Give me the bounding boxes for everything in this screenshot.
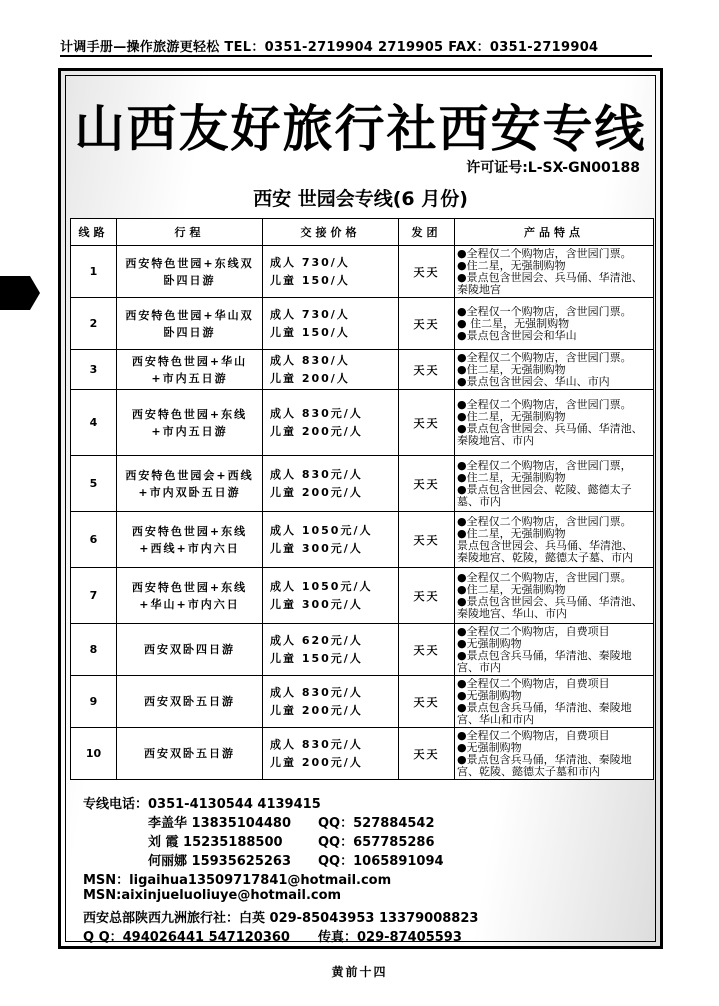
feature-line: ●全程仅二个购物店，含世园门票。 xyxy=(457,571,632,584)
route-features xyxy=(455,676,654,728)
arrow-tab-icon xyxy=(0,276,40,310)
feature-line: 秦陵地宫、乾陵，懿德太子墓、市内 xyxy=(457,551,633,564)
price-adult: 成人 830元/人 xyxy=(270,406,363,420)
table-row xyxy=(71,350,654,390)
route-itinerary: 西安双卧五日游 xyxy=(117,728,263,780)
route-price xyxy=(263,456,399,512)
xian-hq-row xyxy=(83,907,643,926)
feature-line: ●全程仅二个购物店，含世园门票。 xyxy=(457,247,632,260)
table-body xyxy=(71,246,654,780)
contact-person-row xyxy=(83,812,643,831)
table-header-row xyxy=(71,219,654,246)
feature-line: ●全程仅二个购物店，含世园门票。 xyxy=(457,398,632,411)
table-row xyxy=(71,246,654,298)
route-itinerary: 西安双卧四日游 xyxy=(117,624,263,676)
table-row xyxy=(71,298,654,350)
column-header: 产品特点 xyxy=(455,219,654,246)
page-title: 山西友好旅行社西安专线 xyxy=(74,99,647,158)
column-header: 交接价格 xyxy=(263,219,399,246)
price-adult: 成人 830元/人 xyxy=(270,467,363,481)
route-price xyxy=(263,624,399,676)
feature-line: ●住二星，无强制购物 xyxy=(457,471,566,484)
route-price xyxy=(263,350,399,390)
msn-row xyxy=(83,888,643,907)
feature-line: ●景点包含世园会、兵马俑、华清池、 xyxy=(457,422,643,435)
feature-line: 宫、华山和市内 xyxy=(457,713,534,726)
route-features xyxy=(455,728,654,780)
route-number: 6 xyxy=(71,512,117,568)
license-number: 许可证号:L-SX-GN00188 xyxy=(466,160,640,176)
price-child: 儿童 300元/人 xyxy=(270,541,363,555)
header-text: 计调手册—操作旅游更轻松 TEL：0351-2719904 2719905 FAX：0351-2719904 xyxy=(60,40,599,55)
fax-number: 传真：029-87405593 xyxy=(318,930,462,945)
feature-line: 宫、市内 xyxy=(457,661,501,674)
route-itinerary: 西安特色世园+东线双卧四日游 xyxy=(117,246,263,298)
price-child: 儿童 200元/人 xyxy=(270,755,363,769)
feature-line: ●景点包含兵马俑，华清池、秦陵地 xyxy=(457,753,632,766)
route-departure: 天天 xyxy=(399,246,455,298)
route-price xyxy=(263,568,399,624)
xian-hq-text: 西安总部陕西九洲旅行社：白英 029-85043953 13379008823 xyxy=(83,911,479,926)
price-adult: 成人 1050元/人 xyxy=(270,579,373,593)
route-features xyxy=(455,246,654,298)
route-features xyxy=(455,390,654,456)
contact-person-row xyxy=(83,831,643,850)
table-row xyxy=(71,568,654,624)
route-departure: 天天 xyxy=(399,676,455,728)
price-adult: 成人 620元/人 xyxy=(270,633,363,647)
route-itinerary: 西安特色世园+东线+西线+市内六日 xyxy=(117,512,263,568)
price-child: 儿童 300元/人 xyxy=(270,597,363,611)
table-row xyxy=(71,456,654,512)
contact-qq: QQ：657785286 xyxy=(318,835,435,850)
feature-line: ●景点包含世园会、兵马俑、华清池、 xyxy=(457,595,643,608)
price-adult: 成人 1050元/人 xyxy=(270,523,373,537)
route-price xyxy=(263,298,399,350)
column-header: 行程 xyxy=(117,219,263,246)
header-bar xyxy=(60,36,652,54)
column-header: 发团 xyxy=(399,219,455,246)
hotline-text: 专线电话：0351-4130544 4139415 xyxy=(83,797,321,812)
feature-line: ● 住二星，无强制购物 xyxy=(457,317,570,330)
price-adult: 成人 730/人 xyxy=(270,255,350,269)
feature-line: ●全程仅二个购物店，含世园门票， xyxy=(457,459,632,472)
feature-line: 秦陵地宫、市内 xyxy=(457,434,534,447)
route-features xyxy=(455,350,654,390)
msn-address: MSN:aixinjueluoliuye@hotmail.com xyxy=(83,888,342,903)
feature-line: ●全程仅二个购物店，含世园门票。 xyxy=(457,515,632,528)
price-adult: 成人 730/人 xyxy=(270,307,350,321)
route-departure: 天天 xyxy=(399,350,455,390)
feature-line: ●景点包含兵马俑，华清池、秦陵地 xyxy=(457,701,632,714)
feature-line: ●无强制购物 xyxy=(457,741,522,754)
route-number: 1 xyxy=(71,246,117,298)
feature-line: ●景点包含世园会、华山、市内 xyxy=(457,375,610,388)
route-features xyxy=(455,512,654,568)
price-child: 儿童 200元/人 xyxy=(270,424,363,438)
route-price xyxy=(263,676,399,728)
qq-fax-row xyxy=(83,926,643,945)
contact-qq: QQ：527884542 xyxy=(318,816,435,831)
feature-line: 墓、市内 xyxy=(457,495,501,508)
route-departure: 天天 xyxy=(399,512,455,568)
feature-line: 景点包含世园会、兵马俑、华清池、 xyxy=(457,539,633,552)
feature-line: ●全程仅二个购物店，含世园门票。 xyxy=(457,351,632,364)
feature-line: 秦陵地宫、华山、市内 xyxy=(457,607,567,620)
price-child: 儿童 200元/人 xyxy=(270,485,363,499)
route-features xyxy=(455,298,654,350)
feature-line: ●全程仅二个购物店，自费项目 xyxy=(457,729,610,742)
route-number: 10 xyxy=(71,728,117,780)
route-itinerary: 西安特色世园+华山双卧四日游 xyxy=(117,298,263,350)
price-child: 儿童 200/人 xyxy=(270,371,350,385)
feature-line: 秦陵地宫 xyxy=(457,283,501,296)
route-features xyxy=(455,624,654,676)
feature-line: 宫、乾陵、懿德太子墓和市内 xyxy=(457,765,600,778)
route-price xyxy=(263,390,399,456)
route-number: 3 xyxy=(71,350,117,390)
column-header: 线路 xyxy=(71,219,117,246)
route-number: 2 xyxy=(71,298,117,350)
feature-line: ●住二星，无强制购物 xyxy=(457,410,566,423)
price-child: 儿童 150元/人 xyxy=(270,651,363,665)
route-number: 5 xyxy=(71,456,117,512)
route-number: 7 xyxy=(71,568,117,624)
price-child: 儿童 150/人 xyxy=(270,325,350,339)
feature-line: ●全程仅二个购物店，自费项目 xyxy=(457,677,610,690)
flyer-frame xyxy=(58,68,663,949)
feature-line: ●无强制购物 xyxy=(457,689,522,702)
msn-row xyxy=(83,869,643,888)
feature-line: ●景点包含世园会和华山 xyxy=(457,329,577,342)
feature-line: ●景点包含世园会、乾陵、懿德太子 xyxy=(457,483,632,496)
route-itinerary: 西安特色世园会+西线+市内双卧五日游 xyxy=(117,456,263,512)
route-departure: 天天 xyxy=(399,568,455,624)
header-underline xyxy=(60,55,652,57)
route-departure: 天天 xyxy=(399,456,455,512)
feature-line: ●景点包含兵马俑，华清池、秦陵地 xyxy=(457,649,632,662)
route-departure: 天天 xyxy=(399,390,455,456)
table-row xyxy=(71,728,654,780)
route-features xyxy=(455,456,654,512)
route-number: 8 xyxy=(71,624,117,676)
page-number: 黄前十四 xyxy=(331,965,388,979)
feature-line: ●无强制购物 xyxy=(457,637,522,650)
route-price xyxy=(263,246,399,298)
qq-numbers: Q Q：494026441 547120360 xyxy=(83,930,290,945)
route-departure: 天天 xyxy=(399,728,455,780)
route-price xyxy=(263,512,399,568)
table-row xyxy=(71,676,654,728)
route-number: 4 xyxy=(71,390,117,456)
feature-line: ●全程仅一个购物店，含世园门票。 xyxy=(457,305,632,318)
contact-section xyxy=(83,793,643,945)
section-subtitle: 西安 世园会专线(6 月份) xyxy=(253,188,468,210)
route-departure: 天天 xyxy=(399,298,455,350)
route-itinerary: 西安特色世园+东线+市内五日游 xyxy=(117,390,263,456)
route-features xyxy=(455,568,654,624)
contact-name: 何丽娜 15935625263 xyxy=(148,854,292,869)
route-departure: 天天 xyxy=(399,624,455,676)
route-price xyxy=(263,728,399,780)
table-row xyxy=(71,624,654,676)
contact-name: 刘 霞 15235188500 xyxy=(148,835,283,850)
price-child: 儿童 200元/人 xyxy=(270,703,363,717)
feature-line: ●住二星，无强制购物 xyxy=(457,527,566,540)
route-itinerary: 西安特色世园+东线+华山+市内六日 xyxy=(117,568,263,624)
table-row xyxy=(71,512,654,568)
contact-person-row xyxy=(83,850,643,869)
price-adult: 成人 830元/人 xyxy=(270,685,363,699)
table-row xyxy=(71,390,654,456)
route-number: 9 xyxy=(71,676,117,728)
price-child: 儿童 150/人 xyxy=(270,273,350,287)
msn-address: MSN：ligaihua13509717841@hotmail.com xyxy=(83,873,392,888)
contact-qq: QQ：1065891094 xyxy=(318,854,444,869)
route-itinerary: 西安特色世园+华山+市内五日游 xyxy=(117,350,263,390)
route-itinerary: 西安双卧五日游 xyxy=(117,676,263,728)
feature-line: ●景点包含世园会、兵马俑、华清池、 xyxy=(457,271,643,284)
hotline-row xyxy=(83,793,643,812)
routes-table xyxy=(70,218,654,780)
contact-name: 李盖华 13835104480 xyxy=(148,816,292,831)
price-adult: 成人 830元/人 xyxy=(270,737,363,751)
feature-line: ●住二星，无强制购物 xyxy=(457,259,566,272)
feature-line: ●住二星，无强制购物 xyxy=(457,363,566,376)
price-adult: 成人 830/人 xyxy=(270,353,350,367)
feature-line: ●住二星，无强制购物 xyxy=(457,583,566,596)
feature-line: ●全程仅二个购物店，自费项目 xyxy=(457,625,610,638)
